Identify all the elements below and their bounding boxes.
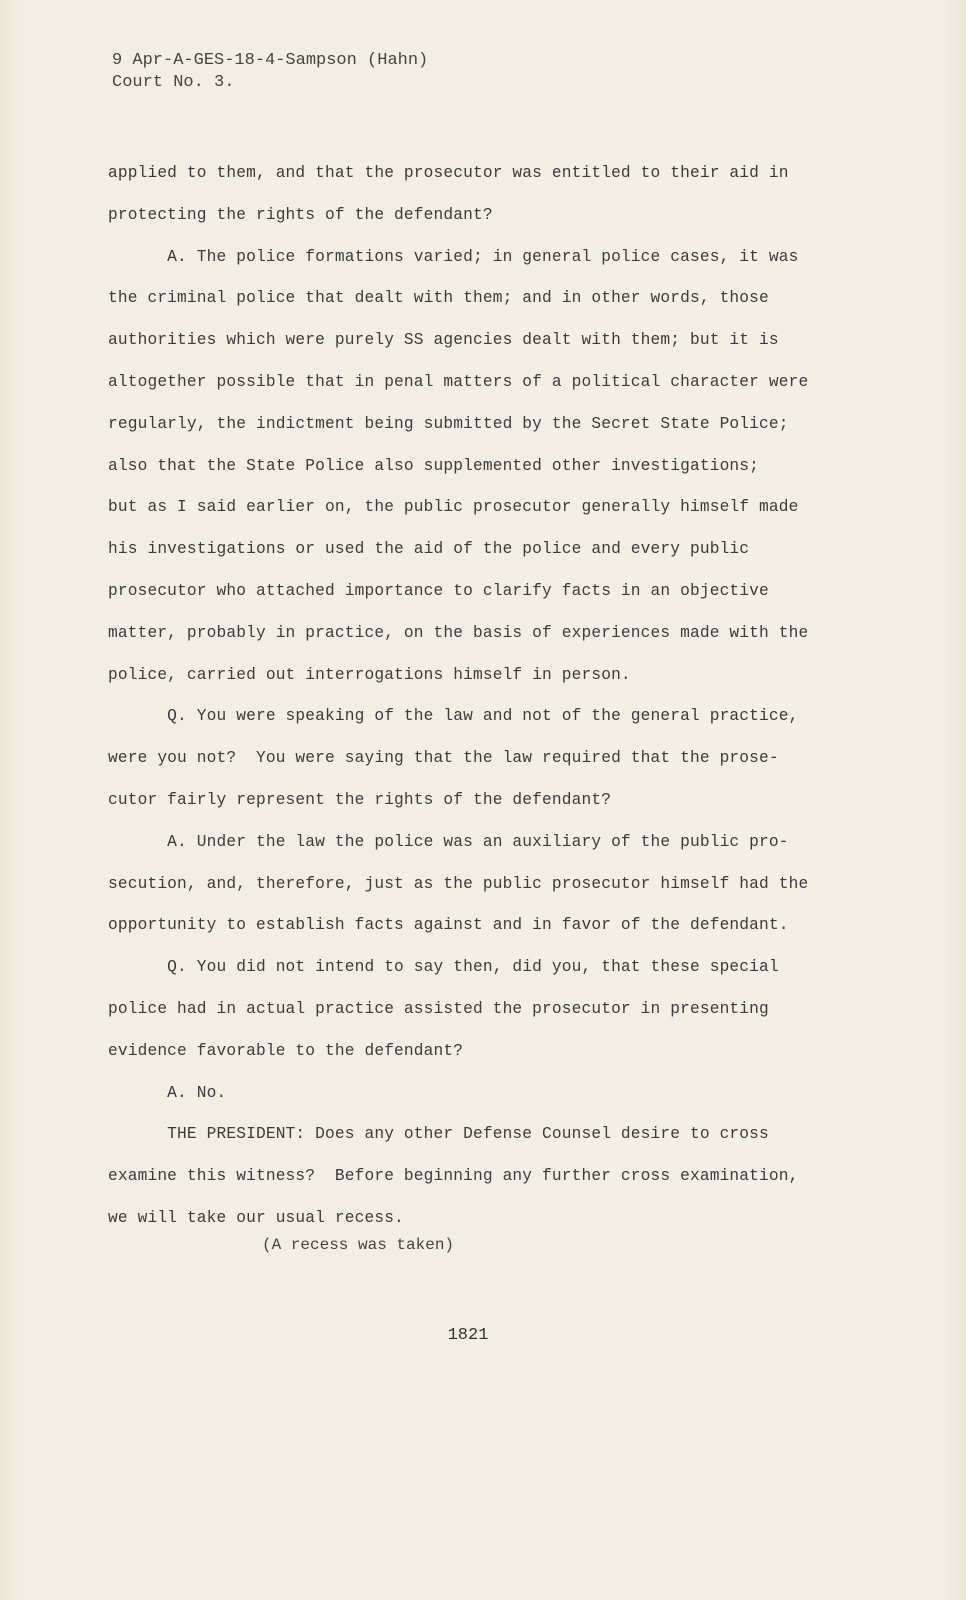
transcript-line: A. Under the law the police was an auxiliary of the public pro- [108, 832, 789, 851]
transcript-line: opportunity to establish facts against and in favor of the defendant. [108, 916, 789, 935]
transcript-line: protecting the rights of the defendant? [108, 205, 493, 224]
transcript-line: secution, and, therefore, just as the public prosecutor himself had the [108, 874, 809, 893]
transcript-line: evidence favorable to the defendant? [108, 1041, 464, 1060]
page-number: 1821 [447, 1326, 489, 1345]
transcript-body [108, 153, 850, 1240]
transcript-line: A. No. [108, 1083, 227, 1102]
page-number-row [0, 1326, 966, 1345]
header-reference: 9 Apr-A-GES-18-4-Sampson (Hahn) [112, 51, 429, 70]
transcript-line: prosecutor who attached importance to clarify facts in an objective [108, 581, 769, 600]
transcript-line: altogether possible that in penal matters of a political character were [108, 372, 809, 391]
transcript-line: his investigations or used the aid of the police and every public [108, 540, 750, 559]
transcript-line: examine this witness? Before beginning any further cross examination, [108, 1167, 799, 1186]
transcript-line: also that the State Police also supplemented other investigations; [108, 456, 760, 475]
transcript-line: THE PRESIDENT: Does any other Defense Counsel desire to cross [108, 1125, 769, 1144]
transcript-line: Q. You did not intend to say then, did you, that these special [108, 958, 779, 977]
transcript-line: police, carried out interrogations himself in person. [108, 665, 631, 684]
transcript-line: we will take our usual recess. [108, 1208, 404, 1227]
page-header [112, 50, 428, 94]
transcript-line: matter, probably in practice, on the basis of experiences made with the [108, 623, 809, 642]
header-court: Court No. 3. [112, 73, 235, 92]
transcript-line: cutor fairly represent the rights of the defendant? [108, 790, 612, 809]
transcript-line: were you not? You were saying that the law required that the prose- [108, 749, 779, 768]
recess-note-row [0, 1236, 966, 1254]
transcript-line: Q. You were speaking of the law and not of the general practice, [108, 707, 799, 726]
transcript-line: regularly, the indictment being submitted by the Secret State Police; [108, 414, 789, 433]
transcript-line: the criminal police that dealt with them; and in other words, those [108, 289, 769, 308]
transcript-line: A. The police formations varied; in general police cases, it was [108, 247, 799, 266]
recess-note: (A recess was taken) [261, 1236, 455, 1254]
transcript-line: applied to them, and that the prosecutor was entitled to their aid in [108, 164, 789, 182]
transcript-line: but as I said earlier on, the public prosecutor generally himself made [108, 498, 799, 517]
transcript-line: police had in actual practice assisted the prosecutor in presenting [108, 999, 769, 1018]
transcript-line: authorities which were purely SS agencies dealt with them; but it is [108, 331, 779, 350]
